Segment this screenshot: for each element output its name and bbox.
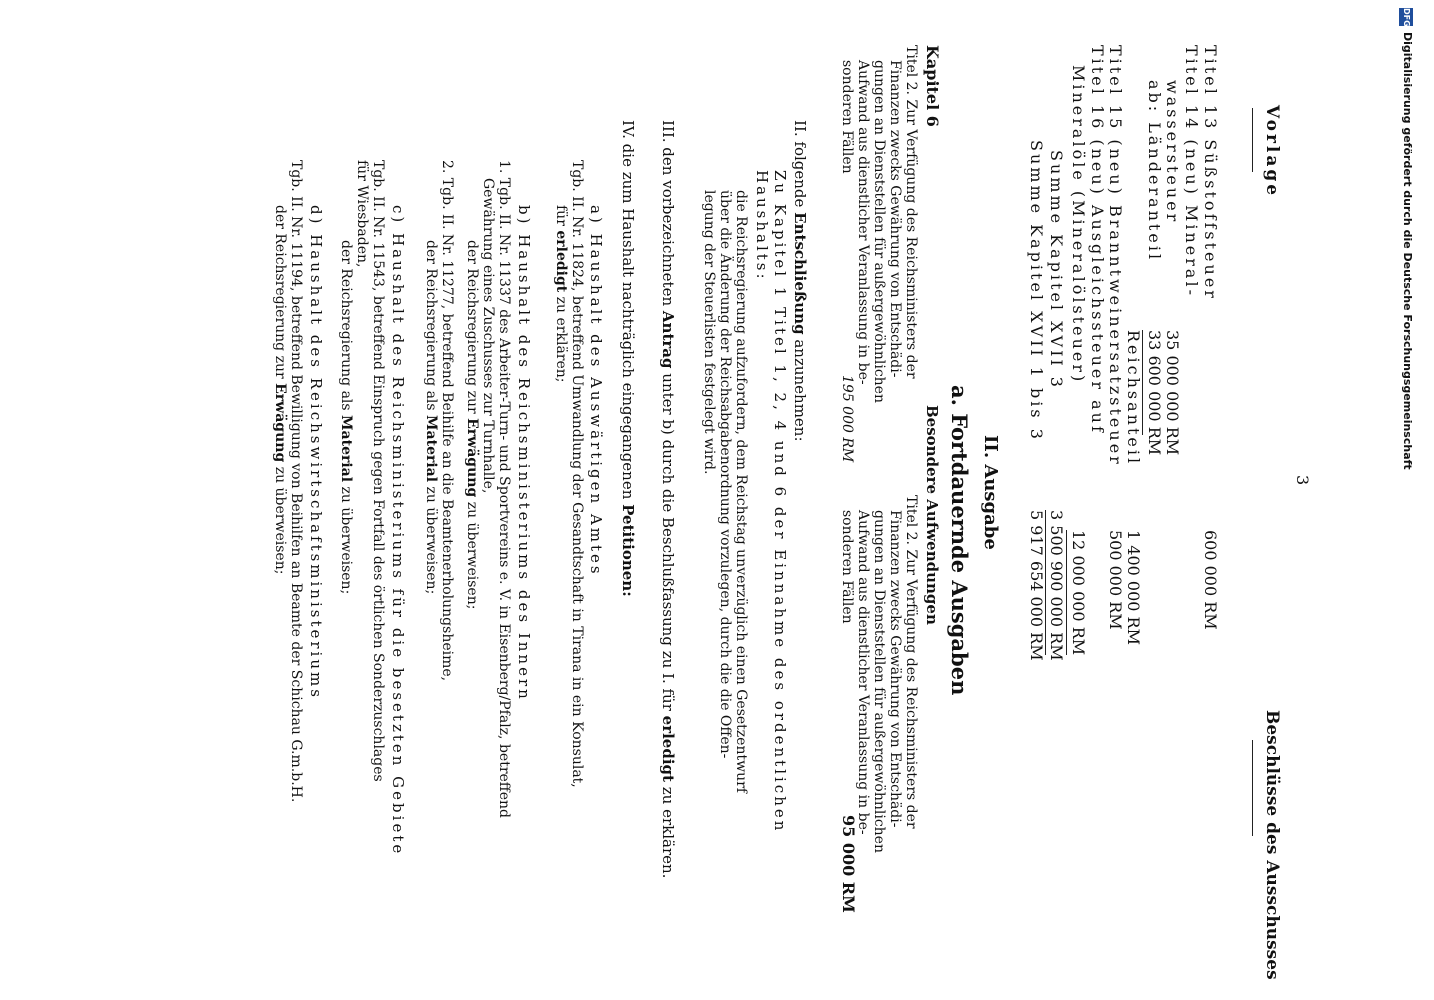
petition-c-heading: c) Haushalt des Reichsministeriums für die besetzten Gebiete — [389, 205, 407, 857]
subsubsection-aufwendungen: Besondere Aufwendungen — [923, 405, 941, 625]
titel2-right-amount: 95 000 RM — [839, 815, 858, 913]
titel14-sub2: 33 600 000 RM — [1145, 330, 1164, 456]
subsection-fortdauernde: a. Fortdauernde Ausgaben — [947, 385, 972, 696]
titel14-laender: ab: Länderanteil — [1145, 80, 1164, 263]
summe-xvii1-3-label: Summe Kapitel XVII 1 bis 3 — [1027, 140, 1046, 442]
petition-b-heading: b) Haushalt des Reichsministeriums des Innern — [515, 205, 533, 702]
petition-b1-line3: der Reichsregierung zur Erwägung zu überweisen; — [464, 240, 480, 610]
heading-beschluesse: Beschlüsse des Ausschusses — [1262, 710, 1282, 980]
resolution-ii-body3: legung der Steuerlisten festgelegt wird. — [701, 190, 717, 475]
resolution-ii-body2: über die Änderung der Reichsabgabenordnung vorzulegen, durch die die Offen- — [717, 190, 733, 759]
titel2-left-l1: Titel 2. Zur Verfügung des Reichsministers der — [903, 45, 919, 379]
reichsanteil-label: Reichsanteil — [1124, 330, 1143, 467]
titel16-label: Titel 16 (neu) Ausgleichssteuer auf — [1088, 45, 1107, 435]
petition-c-line3: der Reichsregierung als Material zu überweisen; — [338, 240, 354, 595]
kapitel-heading: Kapitel 6 — [923, 45, 942, 127]
titel13-amount: 600 000 RM — [1201, 530, 1220, 630]
divider — [1252, 740, 1253, 836]
titel2-left-amount: 195 000 RM — [839, 375, 855, 463]
titel14-line2: wassersteuer — [1163, 80, 1182, 225]
titel2-right-l1: Titel 2. Zur Verfügung des Reichsministers der — [903, 495, 919, 829]
page-number: 3 — [1293, 475, 1312, 486]
petition-b2-line1: 2. Tgb. II. Nr. 11277, betreffend Beihilfe an die Beamtenerholungsheime, — [439, 160, 455, 682]
resolution-iii: III. den vorbezeichneten Antrag unter b) durch die Beschlußfassung zu I. für erledigt zu erklären. — [659, 120, 677, 879]
digitization-notice — [1394, 8, 1414, 1000]
petition-b1-line2: Gewährung eines Zuschusses zur Turnhalle, — [480, 178, 496, 494]
summe-xvii3-amount: 3 500 900 000 RM — [1047, 510, 1066, 661]
digitization-notice-text: Digitalisierung gefördert durch die Deutsche Forschungsgemeinschaft — [1401, 32, 1414, 470]
titel16-line2: Mineralöle (Mineralölsteuer) — [1069, 65, 1088, 385]
titel2-right-l3: gungen an Dienststellen für außergewöhnlichen — [871, 510, 887, 853]
section-ausgabe: II. Ausgabe — [980, 435, 1001, 550]
titel14-label: Titel 14 (neu) Mineral- — [1182, 45, 1201, 298]
petition-d-line1: Tgb. II. Nr. 11194, betreffend Bewilligung von Beihilfen an Beamte der Schichau G.m.b.H. — [288, 160, 304, 803]
summe-xvii1-3-amount: 5 917 654 000 RM — [1027, 510, 1046, 661]
resolution-ii-line2: Zu Kapitel 1 Titel 1, 2, 4 und 6 der Einnahme des ordentlichen — [771, 170, 789, 834]
resolution-ii-line1: II. folgende Entschließung anzunehmen: — [791, 120, 809, 442]
titel16-amount: 12 000 000 RM — [1069, 530, 1088, 656]
resolution-ii-body1: die Reichsregierung aufzufordern, dem Reichstag unverzüglich einen Gesetzentwurf — [733, 190, 749, 793]
divider — [1252, 108, 1253, 172]
summe-xvii3-label: Summe Kapitel XVII 3 — [1047, 150, 1066, 390]
petition-d-heading: d) Haushalt des Reichswirtschaftsministeriums — [307, 205, 325, 700]
petition-a-heading: a) Haushalt des Auswärtigen Amtes — [587, 205, 605, 577]
petition-c-line2: für Wiesbaden, — [354, 160, 370, 268]
dfg-logo: DFG — [1399, 8, 1413, 26]
resolution-ii-line3: Haushalts: — [753, 170, 771, 282]
titel2-right-l5: sonderen Fällen — [839, 510, 855, 624]
titel14-sub1: 35 000 000 RM — [1163, 330, 1182, 456]
resolution-iv: IV. die zum Haushalt nachträglich eingegangenen Petitionen: — [619, 120, 637, 597]
titel2-right-l4: Aufwand aus dienstlicher Veranlassung in be- — [855, 510, 871, 835]
rotated-page-content — [17, 0, 1317, 1000]
heading-vorlage: Vorlage — [1262, 105, 1282, 199]
titel2-left-l5: sonderen Fällen — [839, 60, 855, 174]
sum-rule — [1066, 530, 1067, 655]
petition-b1-line1: 1. Tgb. II. Nr. 11337 des Arbeiter-Turn- und Sportvereins e. V. in Eisenberg/Pfalz, betreffend — [496, 160, 512, 819]
petition-b2-line2: der Reichsregierung als Material zu überweisen; — [423, 240, 439, 595]
titel2-left-l4: Aufwand aus dienstlicher Veranlassung in be- — [855, 60, 871, 385]
titel15-amount: 500 000 RM — [1106, 530, 1125, 630]
titel2-left-l3: gungen an Dienststellen für außergewöhnlichen — [871, 60, 887, 403]
titel15-label: Titel 15 (neu) Branntweinersatzsteuer — [1106, 45, 1125, 467]
petition-c-line1: Tgb. II. Nr. 11543, betreffend Einspruch gegen Fortfall des örtlichen Sonderzuschlages — [370, 160, 386, 782]
petition-a-line2: für erledigt zu erklären; — [553, 205, 569, 383]
petition-d-line2: der Reichsregierung zur Erwägung zu überweisen; — [272, 205, 288, 575]
titel2-left-l2: Finanzen zwecks Gewährung von Entschädi- — [887, 60, 903, 378]
titel14-amount: 1 400 000 RM — [1124, 530, 1143, 645]
petition-a-line1: Tgb. II. Nr. 11824, betreffend Umwandlung der Gesandtschaft in Tirana in ein Konsulat, — [569, 160, 585, 788]
titel2-right-l2: Finanzen zwecks Gewährung von Entschädi- — [887, 510, 903, 828]
titel13-label: Titel 13 Süßstoffsteuer — [1201, 45, 1220, 301]
